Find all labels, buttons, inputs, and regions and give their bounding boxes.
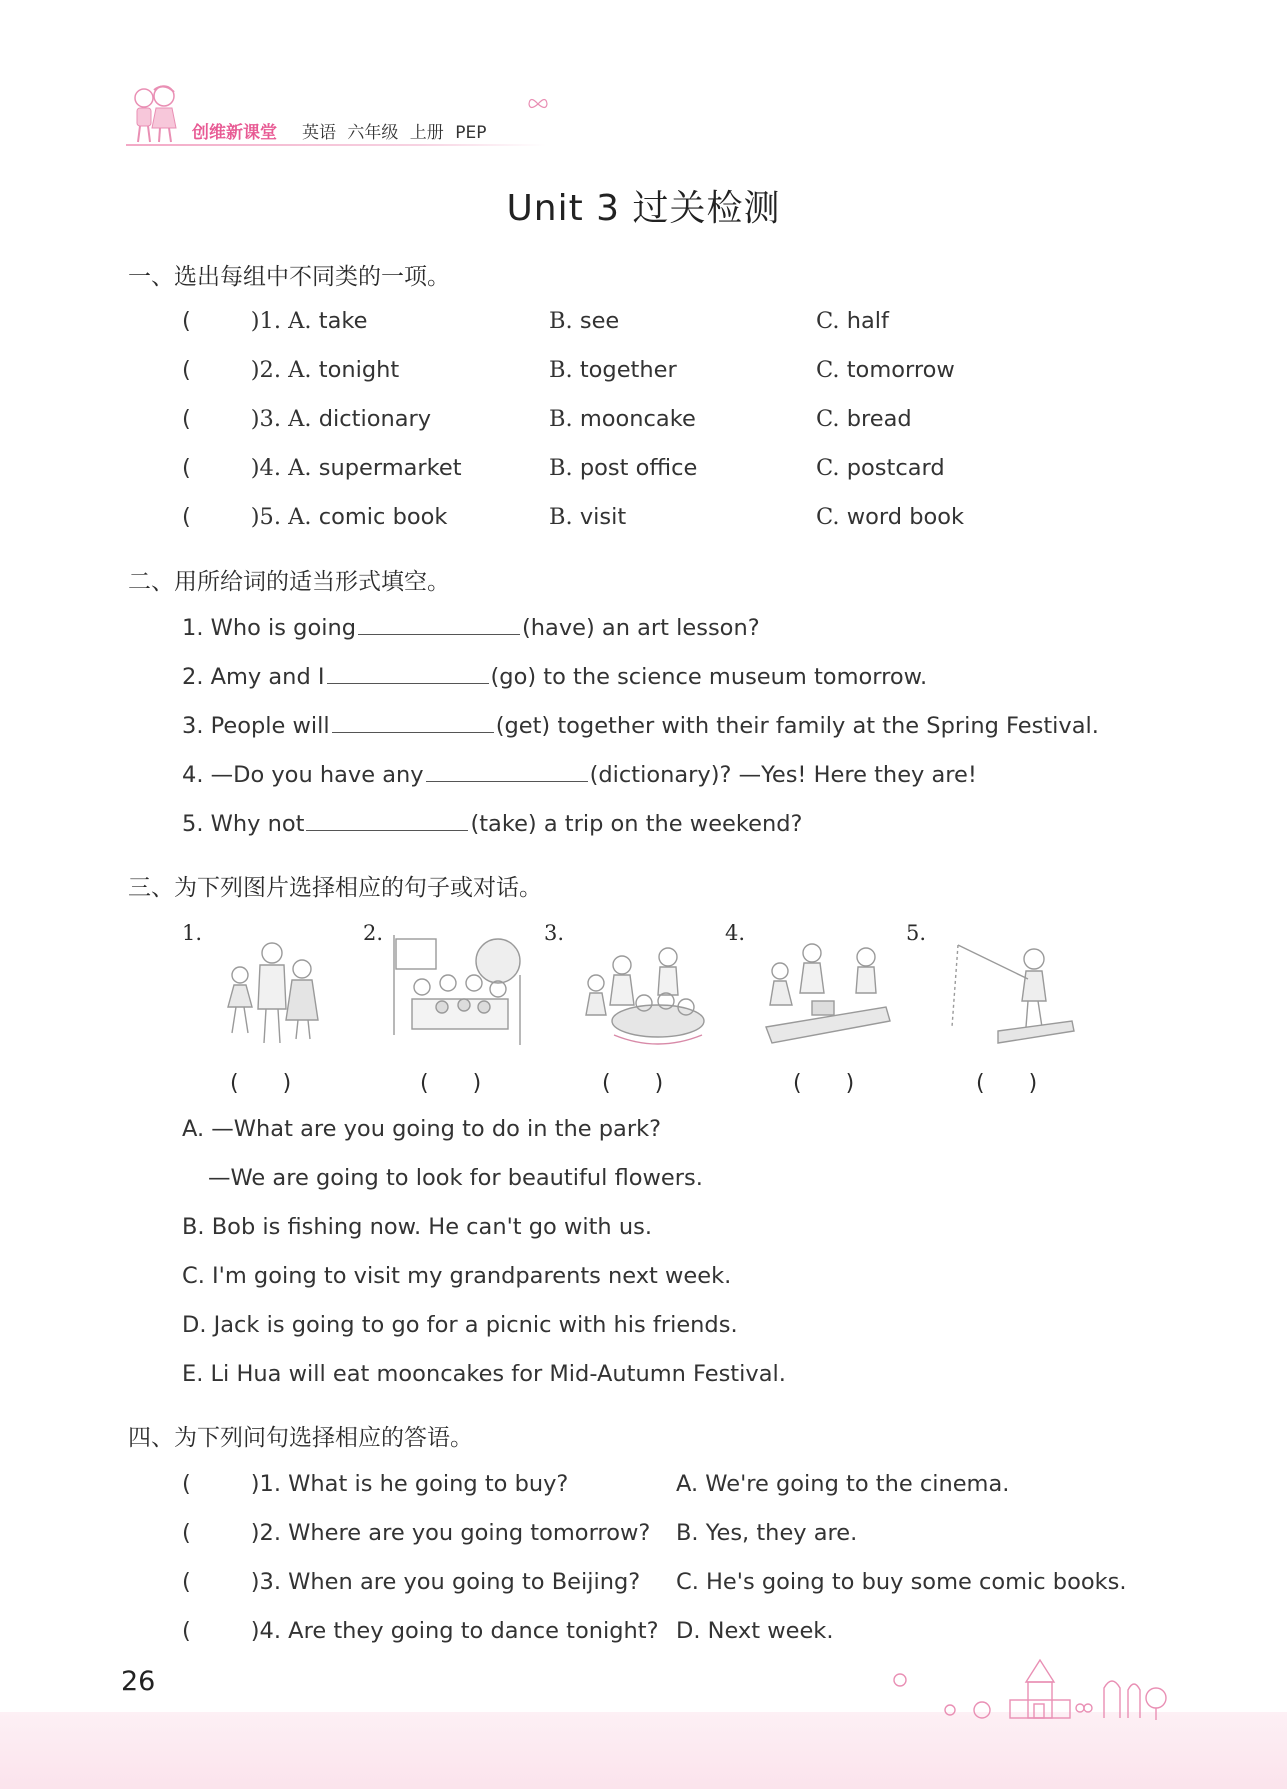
s1-row-4: ( )4. A. supermarket	[182, 455, 462, 481]
s1-row-2-b: B. together	[549, 357, 677, 383]
s3-option-c: C. I'm going to visit my grandparents next week.	[182, 1263, 732, 1289]
picture-answer-paren[interactable]: ( )	[230, 1071, 292, 1096]
page-title: Unit 3 过关检测	[506, 188, 781, 229]
s1-row-3-b: B. mooncake	[549, 406, 696, 432]
s1-row-5-c: C. word book	[816, 504, 965, 530]
section1-heading: 一、选出每组中不同类的一项。	[128, 264, 450, 290]
s4-question-1: ( )1. What is he going to buy?	[182, 1471, 569, 1497]
s3-option-a: A. —What are you going to do in the park?	[182, 1116, 662, 1142]
brand-title: 创维新课堂	[192, 123, 277, 143]
section3-heading: 三、为下列图片选择相应的句子或对话。	[128, 875, 542, 901]
s1-row-2-c: C. tomorrow	[816, 357, 955, 383]
s1-row-1: ( )1. A. take	[182, 308, 368, 334]
answer-blank[interactable]	[332, 712, 494, 733]
picture-answer-paren[interactable]: ( )	[602, 1071, 664, 1096]
picture-answer-paren[interactable]: ( )	[793, 1071, 855, 1096]
page-header	[126, 82, 546, 152]
option-a: take	[318, 308, 368, 334]
s4-question-2: ( )2. Where are you going tomorrow?	[182, 1520, 651, 1546]
footer-band	[0, 1712, 1287, 1789]
castle-decoration-icon	[880, 1650, 1180, 1722]
book-subject: 英语 六年级 上册 PEP	[302, 123, 487, 143]
s4-answer-a: A. We're going to the cinema.	[676, 1471, 1010, 1497]
s2-item-4: 4. —Do you have any (dictionary)? —Yes! Here they are!	[182, 762, 977, 788]
s3-option-a-reply: —We are going to look for beautiful flowers.	[208, 1165, 703, 1191]
s2-item-1: 1. Who is going (have) an art lesson?	[182, 615, 760, 641]
s3-option-b: B. Bob is fishing now. He can't go with us.	[182, 1214, 652, 1240]
answer-blank[interactable]	[306, 810, 468, 831]
s1-row-5: ( )5. A. comic book	[182, 504, 448, 530]
picture-answer-paren[interactable]: ( )	[420, 1071, 482, 1096]
s2-item-5: 5. Why not (take) a trip on the weekend?	[182, 811, 803, 837]
picture-number: 5.	[906, 921, 927, 945]
answer-blank[interactable]	[426, 761, 588, 782]
picture-number: 4.	[725, 921, 746, 945]
picture-picnic	[756, 935, 896, 1050]
s4-question-4: ( )4. Are they going to dance tonight?	[182, 1618, 659, 1644]
butterfly-icon	[528, 96, 548, 112]
s1-row-1-b: B. see	[549, 308, 620, 334]
s1-row-1-c: C. half	[816, 308, 889, 334]
section4-heading: 四、为下列问句选择相应的答语。	[128, 1425, 473, 1451]
s4-answer-d: D. Next week.	[676, 1618, 834, 1644]
s1-row-3-c: C. bread	[816, 406, 912, 432]
s2-item-2: 2. Amy and I (go) to the science museum tomorrow.	[182, 664, 928, 690]
page-number: 26	[121, 1666, 156, 1697]
s4-question-3: ( )3. When are you going to Beijing?	[182, 1569, 641, 1595]
picture-number: 2.	[363, 921, 384, 945]
s3-option-d: D. Jack is going to go for a picnic with his friends.	[182, 1312, 738, 1338]
s3-option-e: E. Li Hua will eat mooncakes for Mid-Autumn Festival.	[182, 1361, 786, 1387]
picture-park-flowers	[574, 935, 714, 1050]
answer-blank[interactable]	[358, 614, 520, 635]
s2-item-3: 3. People will (get) together with their family at the Spring Festival.	[182, 713, 1099, 739]
answer-blank[interactable]	[327, 663, 489, 684]
picture-number: 1.	[182, 921, 203, 945]
s1-row-4-c: C. postcard	[816, 455, 945, 481]
kids-logo-icon	[126, 82, 188, 148]
s1-row-3: ( )3. A. dictionary	[182, 406, 432, 432]
header-divider	[126, 144, 546, 146]
picture-grandparents	[210, 935, 350, 1050]
s1-row-5-b: B. visit	[549, 504, 627, 530]
s4-answer-c: C. He's going to buy some comic books.	[676, 1569, 1127, 1595]
s1-row-4-b: B. post office	[549, 455, 698, 481]
s4-answer-b: B. Yes, they are.	[676, 1520, 858, 1546]
picture-fishing	[938, 935, 1078, 1050]
picture-answer-paren[interactable]: ( )	[976, 1071, 1038, 1096]
picture-number: 3.	[544, 921, 565, 945]
s1-row-2: ( )2. A. tonight	[182, 357, 400, 383]
section2-heading: 二、用所给词的适当形式填空。	[128, 569, 450, 595]
picture-mooncake-festival	[392, 935, 532, 1050]
